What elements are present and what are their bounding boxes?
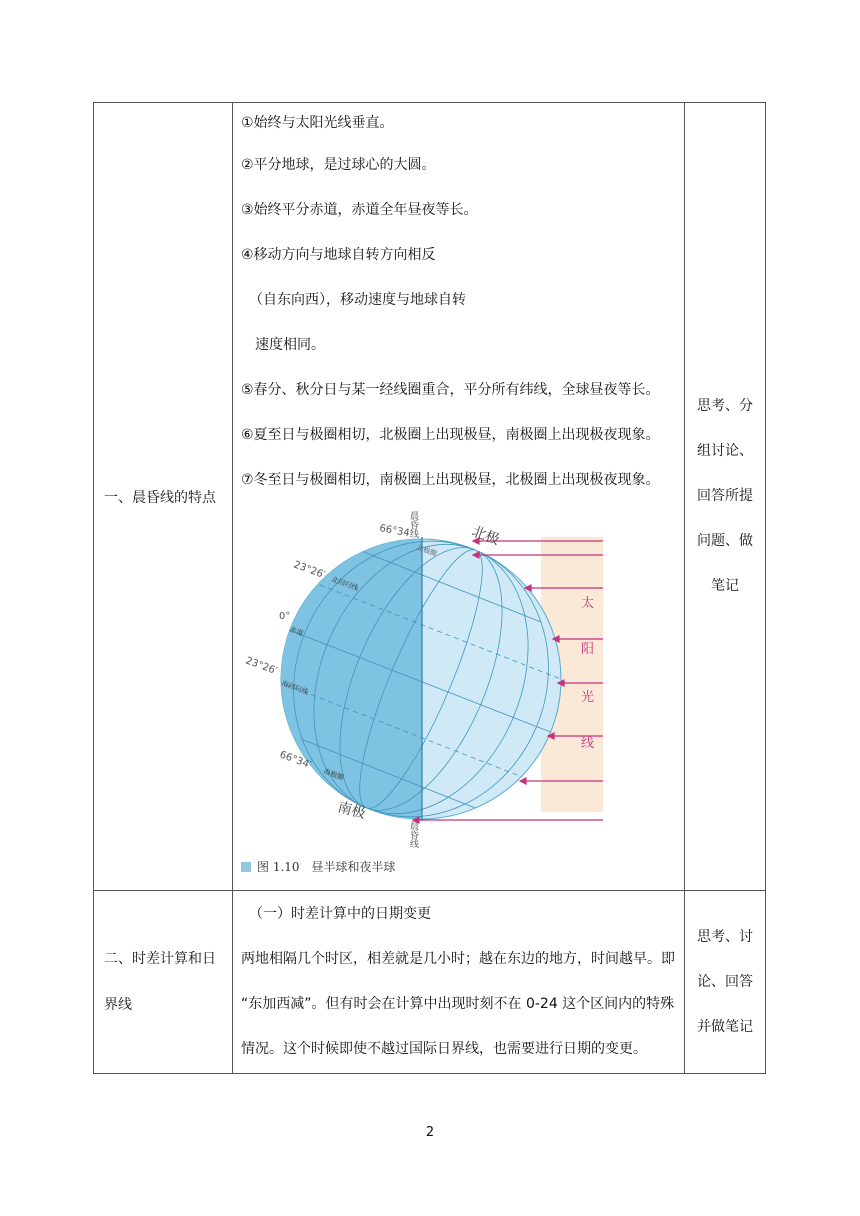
terminator-bottom-label: 晨昏线 [408, 821, 418, 848]
tropic-capricorn-name: 南回归线 [280, 679, 310, 697]
figure-caption [241, 858, 621, 875]
arctic-circle-name: 北极圈 [415, 543, 438, 559]
activity-line: 思考、分 [697, 398, 753, 414]
topic-cell [94, 103, 233, 891]
terminator-top-label: 晨昏线 [408, 511, 418, 538]
caption-text: 图 1.10 昼半球和夜半球 [257, 860, 396, 874]
point-4-cont2: 速度相同。 [255, 337, 325, 353]
topic-line-1: 二、时差计算和日 [104, 951, 216, 967]
activity-line: 回答所提 [697, 488, 753, 504]
page-number: 2 [425, 1125, 435, 1140]
antarctic-circle-deg: 66°34′ [277, 749, 313, 772]
caption-marker [241, 862, 251, 872]
activity-line: 笔记 [711, 578, 739, 594]
section-heading: （一）时差计算中的日期变更 [249, 906, 431, 922]
point-3: ③始终平分赤道，赤道全年昼夜等长。 [241, 202, 478, 218]
south-pole-label: 南极 [335, 799, 368, 823]
activity-cell [685, 103, 766, 891]
topic-label: 一、晨昏线的特点 [104, 489, 216, 506]
sunlight-char-1: 太 [581, 596, 595, 611]
arctic-circle-deg: 66°34′ [378, 523, 413, 540]
point-6: ⑥夏至日与极圈相切，北极圈上出现极昼，南极圈上出现极夜现象。 [241, 427, 660, 443]
sunlight-char-2: 阳 [581, 642, 595, 657]
point-4: ④移动方向与地球自转方向相反 [241, 247, 436, 263]
activity-line: 组讨论、 [697, 443, 753, 459]
point-7: ⑦冬至日与极圈相切，南极圈上出现极昼，北极圈上出现极夜现象。 [241, 472, 660, 488]
point-5: ⑤春分、秋分日与某一经线圈重合，平分所有纬线，全球昼夜等长。 [241, 382, 660, 398]
table-row [94, 103, 766, 891]
equator-deg: 0° [279, 611, 291, 622]
activity-line: 并做笔记 [697, 1018, 753, 1035]
content-cell [233, 891, 685, 1074]
equator-name: 赤道 [288, 625, 305, 638]
activity-line: 论、回答 [697, 973, 753, 990]
content-cell [233, 103, 685, 891]
sunlight-char-3: 光 [581, 690, 595, 705]
globe-figure [241, 507, 621, 875]
body-line-3: 情况。这个时候即使不越过国际日界线，也需要进行日期的变更。 [241, 1041, 647, 1057]
point-1: ①始终与太阳光线垂直。 [241, 115, 394, 131]
globe-diagram [241, 507, 621, 852]
body-line-2: “东加西减”。但有时会在计算中出现时刻不在 0-24 这个区间内的特殊 [241, 996, 675, 1012]
topic-cell [94, 891, 233, 1074]
antarctic-circle-name: 南极圈 [322, 767, 345, 783]
point-4-cont: （自东向西），移动速度与地球自转 [249, 292, 466, 308]
body-line-1: 两地相隔几个时区，相差就是几小时；越在东边的地方，时间越早。即 [241, 951, 675, 967]
tropic-cancer-deg: 23°26′ [291, 559, 327, 582]
topic-line-2: 界线 [104, 997, 132, 1013]
tropic-capricorn-deg: 23°26′ [243, 655, 279, 678]
sunlight-char-4: 线 [581, 736, 595, 751]
activity-cell [685, 891, 766, 1074]
north-pole-label: 北极 [469, 523, 502, 549]
lesson-table [93, 102, 766, 1074]
activity-line: 思考、讨 [697, 928, 753, 945]
table-row [94, 891, 766, 1074]
tropic-cancer-name: 北回归线 [330, 575, 360, 593]
point-2: ②平分地球，是过球心的大圆。 [241, 157, 436, 173]
activity-line: 问题、做 [697, 533, 753, 549]
